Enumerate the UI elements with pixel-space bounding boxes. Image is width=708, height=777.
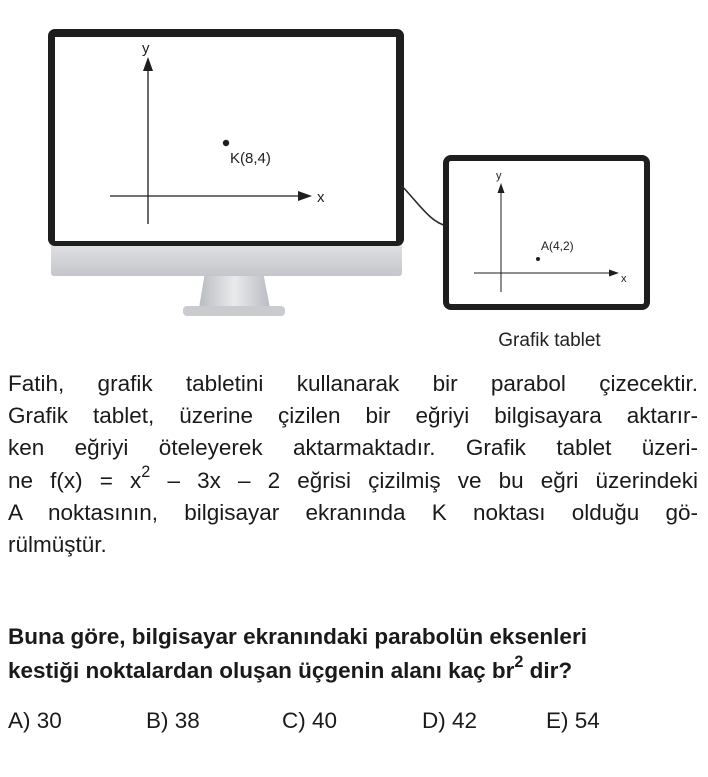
choice-a[interactable]: A) 30 [8, 708, 62, 733]
choice-c[interactable]: C) 40 [282, 708, 338, 733]
monitor-screen [55, 37, 396, 241]
monitor-point-k [223, 140, 229, 146]
problem-line: ken eğriyi öteleyerek aktarmaktadır. Grafik tablet üzeri- [8, 435, 698, 461]
graphics-tablet [443, 155, 650, 310]
monitor-stand-base [183, 306, 285, 316]
tablet-x-axis-label: x [621, 273, 627, 285]
question-line-2 [8, 654, 698, 688]
monitor-point-k-label: K(8,4) [230, 150, 271, 167]
question-exponent: 2 [514, 653, 524, 672]
tablet-point-a [536, 257, 540, 261]
problem-line: rülmüştür. [8, 532, 107, 558]
monitor-stand [199, 272, 270, 308]
computer-monitor [48, 29, 404, 316]
answer-choices [8, 708, 698, 742]
monitor-y-axis-label: y [142, 40, 150, 57]
question-line-1: Buna göre, bilgisayar ekranındaki parabolün eksenleri [8, 624, 587, 649]
choice-b[interactable]: B) 38 [146, 708, 200, 733]
tablet-cable [401, 185, 447, 226]
function-rest: – 3x – 2 eğrisi çizilmiş ve bu eğri üzerindeki [150, 467, 698, 493]
choice-e[interactable]: E) 54 [546, 708, 600, 733]
function-definition: ne f(x) = x [8, 467, 142, 493]
tablet-screen [449, 161, 644, 304]
choice-d[interactable]: D) 42 [422, 708, 478, 733]
problem-line: Fatih, grafik tabletini kullanarak bir parabol çizecektir. [8, 371, 698, 396]
problem-line: Grafik tablet, üzerine çizilen bir eğriyi bilgisayara aktarır- [8, 403, 698, 429]
tablet-y-axis-label: y [496, 170, 502, 182]
figure-illustration [0, 0, 708, 330]
problem-line: A noktasının, bilgisayar ekranında K noktası olduğu gö- [8, 499, 698, 525]
question-line-2-text: kestiği noktalardan oluşan üçgenin alanı kaç br [8, 658, 515, 683]
problem-line-function [8, 462, 698, 497]
figure-caption: Grafik tablet [498, 330, 601, 351]
function-exponent: 2 [141, 462, 151, 481]
monitor-x-axis-label: x [317, 189, 325, 206]
question-text [8, 620, 698, 688]
question-line-2-end: dir? [523, 658, 573, 683]
problem-text [8, 368, 698, 561]
tablet-point-a-label: A(4,2) [541, 239, 574, 253]
